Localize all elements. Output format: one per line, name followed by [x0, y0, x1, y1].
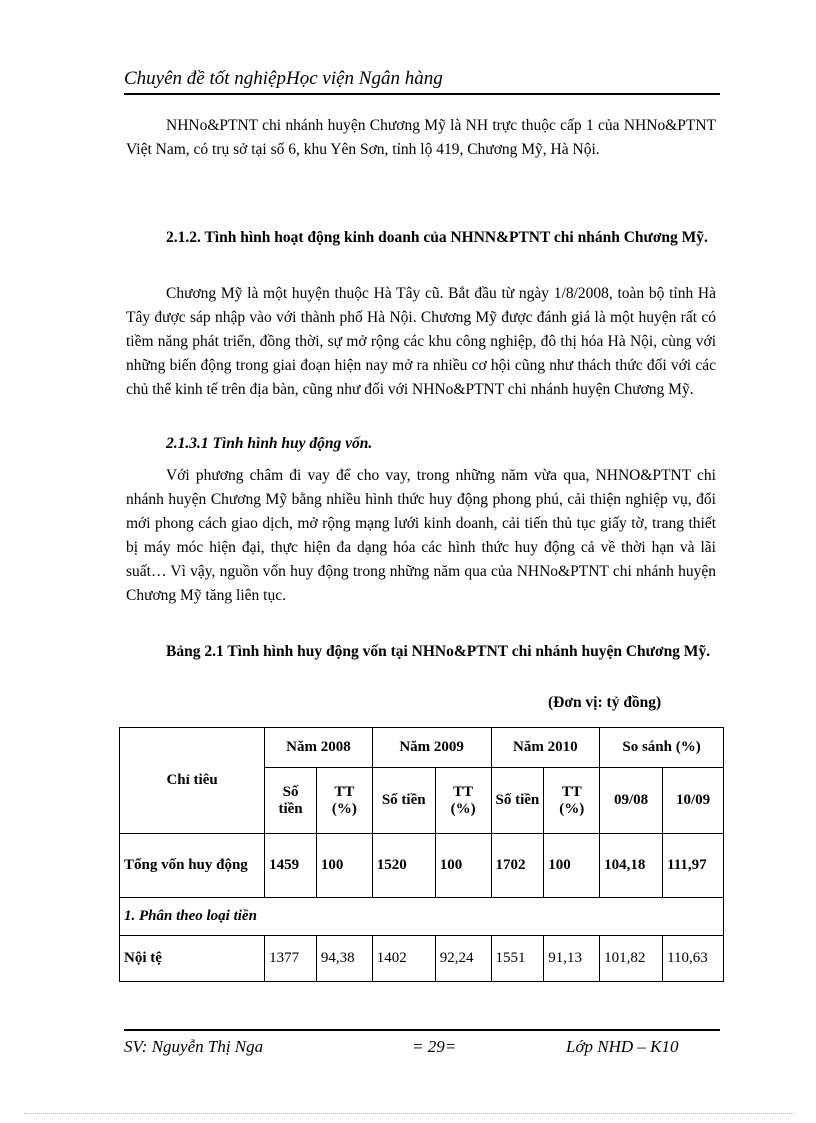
- cell: 91,13: [544, 936, 600, 982]
- cell: 111,97: [663, 834, 724, 898]
- header-amount-2008: Số tiền: [265, 768, 317, 834]
- cell: 1459: [265, 834, 317, 898]
- header-cmp-1009: 10/09: [663, 768, 724, 834]
- footer-divider: [124, 1029, 720, 1031]
- cell: 94,38: [316, 936, 372, 982]
- business-paragraph: Chương Mỹ là một huyện thuộc Hà Tây cũ. Bắt đầu từ ngày 1/8/2008, toàn bộ tỉnh Hà Tây được sáp nhập vào với thành phố Hà Nội. Chương Mỹ được đánh giá là một huyện rất có tiềm năng phát triển, đồng thời, sự mở rộng các khu công nghiệp, đô thị hóa Hà Nội, cùng với những biến động trong giai đoạn hiện nay mở ra nhiều cơ hội cũng như thách thức đối với các chủ thể kinh tế trên địa bàn, cũng như đối với NHNo&PTNT chi nhánh huyện Chương Mỹ.: [126, 285, 716, 398]
- table-unit-label: (Đơn vị: tỷ đồng): [548, 694, 662, 711]
- footer-student: SV: Nguyễn Thị Nga: [124, 1037, 264, 1056]
- header-amount-2010: Số tiền: [491, 768, 544, 834]
- cell: 100: [544, 834, 600, 898]
- capital-table: [119, 727, 724, 982]
- page-edge: [24, 1113, 794, 1114]
- cell: 1402: [372, 936, 435, 982]
- header-year-2009: Năm 2009: [372, 728, 491, 768]
- section-label: 1. Phân theo loại tiền: [120, 898, 724, 936]
- page-header-title: Chuyên đề tốt nghiệpHọc viện Ngân hàng: [124, 68, 443, 89]
- header-share-2010: TT (%): [544, 768, 600, 834]
- header-year-2010: Năm 2010: [491, 728, 600, 768]
- footer-page-number: = 29=: [412, 1037, 457, 1056]
- intro-paragraph: NHNo&PTNT chi nhánh huyện Chương Mỹ là NH trực thuộc cấp 1 của NHNo&PTNT Việt Nam, có trụ sở tại số 6, khu Yên Sơn, tỉnh lộ 419, Chương Mỹ, Hà Nội.: [126, 117, 716, 158]
- cell: 1377: [265, 936, 317, 982]
- table-caption: Bảng 2.1 Tình hình huy động vốn tại NHNo&PTNT chi nhánh huyện Chương Mỹ.: [166, 643, 711, 660]
- row-label: Nội tệ: [120, 936, 265, 982]
- table-row-total: [120, 834, 724, 898]
- table-row-local-currency: [120, 936, 724, 982]
- header-cmp-0908: 09/08: [600, 768, 663, 834]
- header-share-2008: TT (%): [316, 768, 372, 834]
- cell: 1551: [491, 936, 544, 982]
- cell: 100: [435, 834, 491, 898]
- table-header-row-1: [120, 728, 724, 768]
- footer-class: Lớp NHD – K10: [566, 1037, 679, 1056]
- row-label: Tổng vốn huy động: [120, 834, 265, 898]
- header-amount-2009: Số tiền: [372, 768, 435, 834]
- section-heading-2-1-2: 2.1.2. Tình hình hoạt động kinh doanh của NHNN&PTNT chi nhánh Chương Mỹ.: [166, 229, 708, 246]
- cell: 1702: [491, 834, 544, 898]
- section-heading-2-1-3-1: 2.1.3.1 Tình hình huy động vốn.: [166, 435, 373, 452]
- table-section-row: [120, 898, 724, 936]
- cell: 92,24: [435, 936, 491, 982]
- capital-paragraph: Với phương châm đi vay để cho vay, trong những năm vừa qua, NHNO&PTNT chi nhánh huyện Chương Mỹ bằng nhiều hình thức huy động phong phú, cải thiện nghiệp vụ, đổi mới phong cách giao dịch, mở rộng mạng lưới kinh doanh, cải tiến thủ tục giấy tờ, trang thiết bị máy móc hiện đại, thực hiện đa dạng hóa các hình thức huy động cả về thời hạn và lãi suất… Vì vậy, nguồn vốn huy động trong những năm qua của NHNo&PTNT chi nhánh huyện Chương Mỹ tăng liên tục.: [126, 467, 716, 604]
- cell: 110,63: [663, 936, 724, 982]
- cell: 104,18: [600, 834, 663, 898]
- header-compare: So sánh (%): [600, 728, 724, 768]
- header-year-2008: Năm 2008: [265, 728, 373, 768]
- header-indicator: Chỉ tiêu: [120, 728, 265, 834]
- cell: 100: [316, 834, 372, 898]
- cell: 1520: [372, 834, 435, 898]
- header-divider: [124, 93, 720, 95]
- cell: 101,82: [600, 936, 663, 982]
- header-share-2009: TT (%): [435, 768, 491, 834]
